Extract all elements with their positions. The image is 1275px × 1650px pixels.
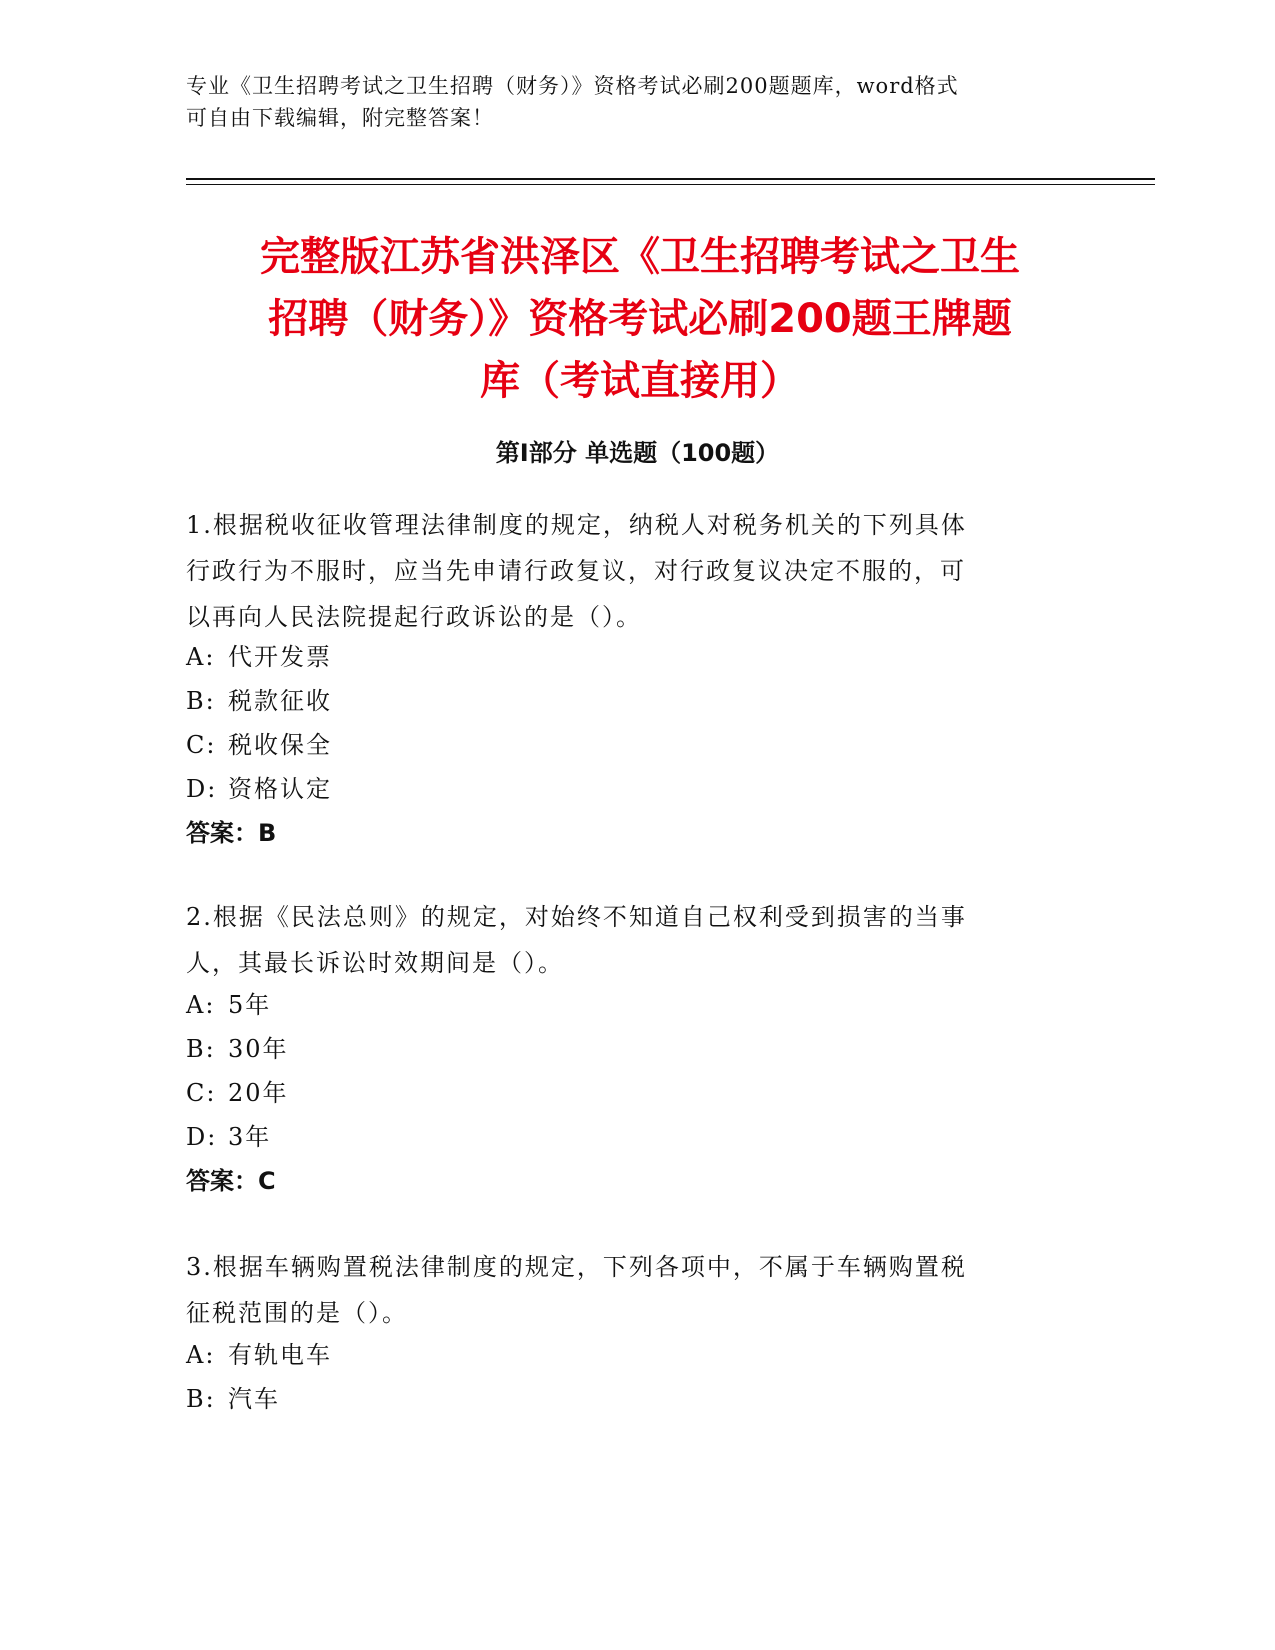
- answer-label: 答案：B: [186, 819, 277, 847]
- option-letter: A:: [186, 991, 216, 1019]
- question-line: 征税范围的是（）。: [186, 1299, 408, 1327]
- option-letter: A:: [186, 643, 216, 671]
- question-text: [186, 502, 1066, 640]
- header-note: [186, 70, 1066, 134]
- document-title: [200, 226, 1080, 412]
- option-item: [186, 678, 332, 724]
- question-line: 3.根据车辆购置税法律制度的规定，下列各项中，不属于车辆购置税: [186, 1253, 967, 1281]
- question-line: 1.根据税收征收管理法律制度的规定，纳税人对税务机关的下列具体: [186, 511, 967, 539]
- option-text: 5年: [228, 991, 272, 1019]
- option-item: [186, 766, 332, 812]
- option-item: [186, 1376, 280, 1422]
- option-letter: D:: [186, 775, 218, 803]
- question-line: 人，其最长诉讼时效期间是（）。: [186, 949, 564, 977]
- option-letter: C:: [186, 1079, 217, 1107]
- option-item: [186, 1114, 271, 1160]
- header-note-line: 专业《卫生招聘考试之卫生招聘（财务）》资格考试必刷200题题库，word格式: [186, 74, 959, 98]
- option-item: [186, 634, 332, 680]
- title-line: 完整版江苏省洪泽区《卫生招聘考试之卫生: [260, 234, 1020, 280]
- option-letter: A:: [186, 1341, 216, 1369]
- option-letter: B:: [186, 1035, 216, 1063]
- question-text: [186, 1244, 1066, 1336]
- section-heading: 第Ⅰ部分 单选题（100题）: [495, 439, 780, 467]
- answer-label: 答案：C: [186, 1167, 276, 1195]
- option-text: 税收保全: [228, 731, 332, 759]
- option-item: [186, 722, 332, 768]
- header-note-line: 可自由下载编辑，附完整答案！: [186, 106, 494, 130]
- question-text: [186, 894, 1066, 986]
- question-line: 以再向人民法院提起行政诉讼的是（）。: [186, 603, 642, 631]
- title-line: 库（考试直接用）: [480, 358, 800, 404]
- option-text: 有轨电车: [228, 1341, 332, 1369]
- header-divider: [186, 178, 1155, 180]
- option-text: 20年: [228, 1079, 289, 1107]
- option-text: 税款征收: [228, 687, 332, 715]
- option-text: 汽车: [228, 1385, 280, 1413]
- option-text: 3年: [228, 1123, 272, 1151]
- option-letter: D:: [186, 1123, 218, 1151]
- option-letter: C:: [186, 731, 217, 759]
- question-line: 2.根据《民法总则》的规定，对始终不知道自己权利受到损害的当事: [186, 903, 967, 931]
- header-divider-thin: [186, 184, 1155, 185]
- question-line: 行政行为不服时，应当先申请行政复议，对行政复议决定不服的，可: [186, 557, 966, 585]
- option-item: [186, 1070, 289, 1116]
- option-item: [186, 1026, 289, 1072]
- option-letter: B:: [186, 687, 216, 715]
- option-text: 资格认定: [228, 775, 332, 803]
- option-letter: B:: [186, 1385, 216, 1413]
- option-text: 30年: [228, 1035, 289, 1063]
- title-line: 招聘（财务）》资格考试必刷200题王牌题: [268, 296, 1012, 342]
- option-item: [186, 982, 271, 1028]
- option-text: 代开发票: [228, 643, 332, 671]
- option-item: [186, 1332, 332, 1378]
